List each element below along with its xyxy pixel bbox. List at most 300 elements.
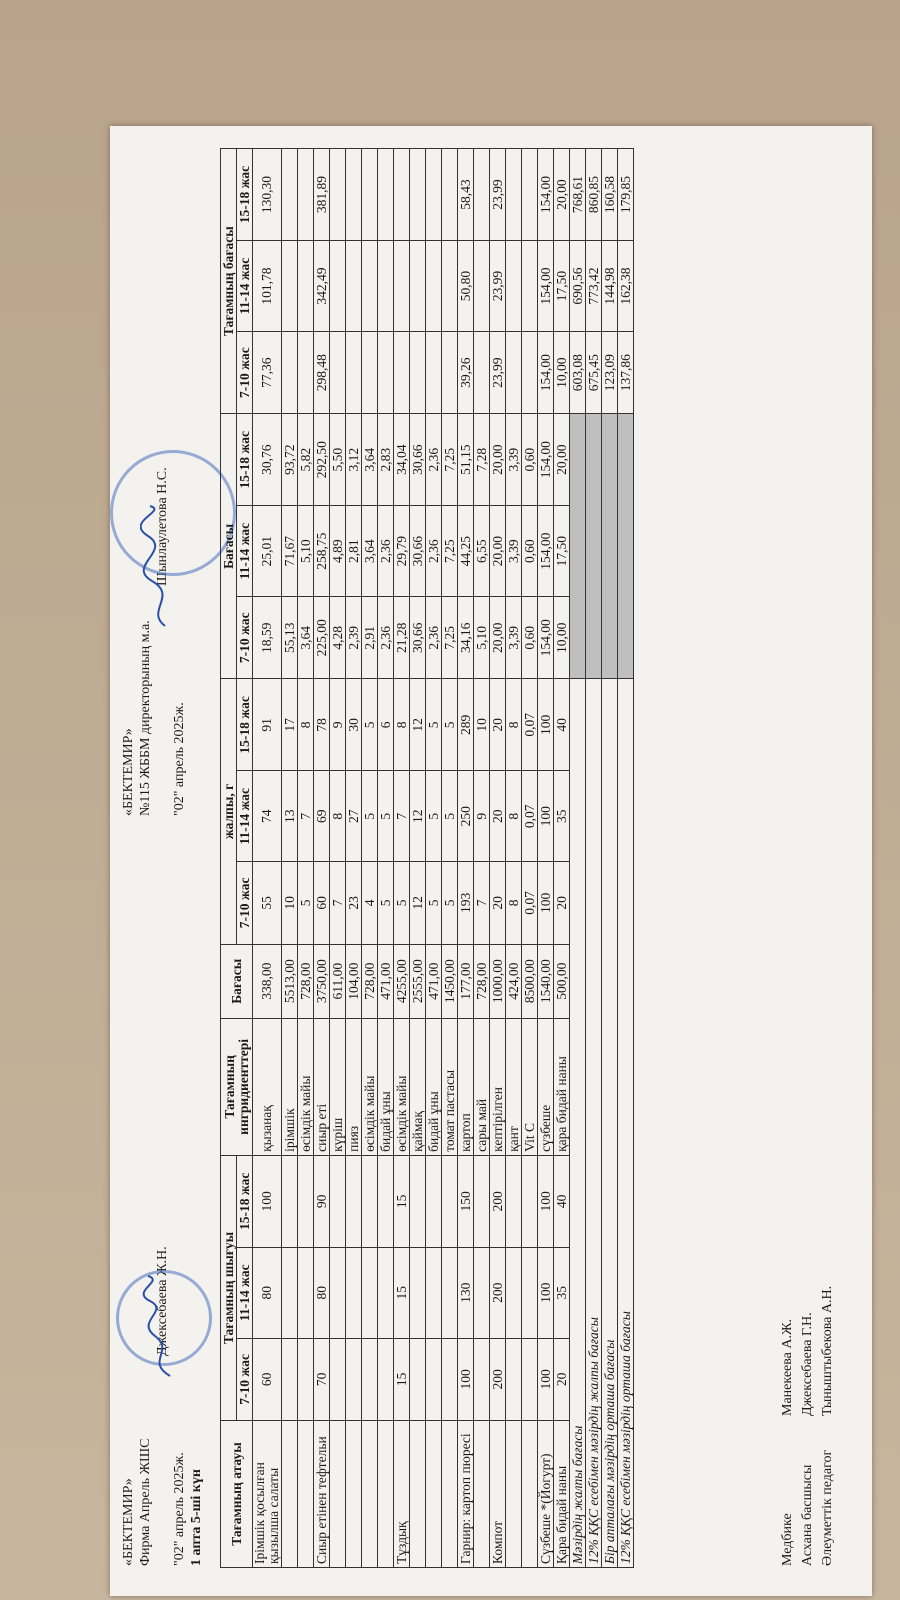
value-cell [474, 331, 490, 413]
value-cell [410, 1247, 426, 1338]
value-cell [426, 149, 442, 241]
value-cell: 15 [394, 1338, 410, 1420]
age-7-10: 7-10 жас [237, 1338, 253, 1420]
value-cell: 9 [330, 679, 346, 771]
value-cell: 6 [378, 679, 394, 771]
value-cell: 12 [410, 679, 426, 771]
value-cell: 13 [282, 771, 298, 862]
value-cell: 154,00 [538, 506, 554, 597]
value-cell [442, 149, 458, 241]
ingredient-cell: күріш [330, 1018, 346, 1155]
age-15-18: 15-18 жас [237, 1155, 253, 1247]
value-cell: 130 [458, 1247, 474, 1338]
value-cell: 7,25 [442, 506, 458, 597]
value-cell: 8500,00 [522, 944, 538, 1018]
approver-left: Джексебаева Ж.Н. [155, 1246, 170, 1356]
value-cell: 50,80 [458, 241, 474, 332]
age-15-18: 15-18 жас [237, 149, 253, 241]
value-cell [362, 241, 378, 332]
dish-name-cell [282, 1421, 298, 1568]
value-cell: 10 [474, 679, 490, 771]
ingredient-cell: өсімдік майы [394, 1018, 410, 1155]
age-15-18: 15-18 жас [237, 679, 253, 771]
value-cell [378, 331, 394, 413]
value-cell [394, 149, 410, 241]
col-ingredients: Тағамның ингридиенттері [221, 1018, 253, 1155]
value-cell: 30 [346, 679, 362, 771]
value-cell: 4255,00 [394, 944, 410, 1018]
summary-filler [618, 414, 634, 679]
value-cell: 78 [314, 679, 330, 771]
value-cell: 10,00 [554, 331, 570, 413]
company-name-left: «БЕКТЕМИР» [121, 1478, 136, 1566]
value-cell: 5 [442, 679, 458, 771]
medic-name: Манекеева А.Ж. [780, 1318, 795, 1416]
value-cell: 2,39 [346, 597, 362, 679]
table-row [253, 149, 282, 1568]
value-cell [506, 1247, 522, 1338]
week-day: 1 апта 5-ші күн [189, 1469, 204, 1566]
value-cell: 3,64 [362, 506, 378, 597]
ingredient-cell: пияз [346, 1018, 362, 1155]
ingredient-cell: қызанақ [253, 1018, 282, 1155]
value-cell: 90 [314, 1155, 330, 1247]
ingredient-cell: қаймақ [410, 1018, 426, 1155]
summary-value: 160,58 [602, 149, 618, 241]
ingredient-cell: Vit C [522, 1018, 538, 1155]
value-cell [474, 1247, 490, 1338]
value-cell: 177,00 [458, 944, 474, 1018]
value-cell: 80 [314, 1247, 330, 1338]
value-cell: 0,07 [522, 679, 538, 771]
value-cell [442, 1155, 458, 1247]
value-cell: 30,76 [253, 414, 282, 506]
value-cell: 3,39 [506, 597, 522, 679]
value-cell [282, 1155, 298, 1247]
value-cell [298, 331, 314, 413]
col-dish-cost: Тағамның бағасы [221, 149, 237, 414]
value-cell: 40 [554, 679, 570, 771]
summary-value: 675,45 [586, 331, 602, 413]
summary-row [602, 149, 618, 1568]
value-cell: 200 [490, 1338, 506, 1420]
value-cell: 17,50 [554, 241, 570, 332]
value-cell [282, 149, 298, 241]
value-cell: 4,89 [330, 506, 346, 597]
table-row [298, 149, 314, 1568]
value-cell [330, 331, 346, 413]
value-cell [426, 1155, 442, 1247]
value-cell: 80 [253, 1247, 282, 1338]
value-cell [394, 241, 410, 332]
company-name-right: «БЕКТЕМИР» [121, 728, 136, 816]
value-cell: 30,66 [410, 414, 426, 506]
value-cell: 35 [554, 1247, 570, 1338]
value-cell: 21,28 [394, 597, 410, 679]
value-cell [346, 331, 362, 413]
value-cell [442, 1338, 458, 1420]
value-cell [474, 149, 490, 241]
value-cell [298, 1155, 314, 1247]
value-cell: 7 [330, 862, 346, 944]
value-cell: 58,43 [458, 149, 474, 241]
value-cell [522, 1338, 538, 1420]
value-cell: 611,00 [330, 944, 346, 1018]
value-cell: 20,00 [490, 506, 506, 597]
value-cell: 5 [362, 771, 378, 862]
value-cell [410, 1155, 426, 1247]
medic-label: Медбике [780, 1513, 795, 1566]
value-cell: 100 [538, 1155, 554, 1247]
value-cell [378, 1155, 394, 1247]
ingredient-cell: картоп [458, 1018, 474, 1155]
value-cell: 3,64 [362, 414, 378, 506]
value-cell: 1000,00 [490, 944, 506, 1018]
value-cell [330, 241, 346, 332]
summary-value: 144,98 [602, 241, 618, 332]
summary-value: 179,85 [618, 149, 634, 241]
value-cell: 150 [458, 1155, 474, 1247]
summary-filler [602, 414, 618, 679]
summary-filler [586, 414, 602, 679]
value-cell [522, 1247, 538, 1338]
summary-row [586, 149, 602, 1568]
value-cell: 471,00 [378, 944, 394, 1018]
value-cell: 7,25 [442, 597, 458, 679]
value-cell: 154,00 [538, 331, 554, 413]
value-cell: 101,78 [253, 241, 282, 332]
value-cell [426, 1338, 442, 1420]
value-cell: 154,00 [538, 241, 554, 332]
value-cell: 20 [554, 862, 570, 944]
summary-label: Бір апталағы мәзірдің орташа бағасы [602, 679, 618, 1568]
value-cell: 250 [458, 771, 474, 862]
value-cell [378, 241, 394, 332]
value-cell [378, 1247, 394, 1338]
value-cell: 93,72 [282, 414, 298, 506]
table-row [378, 149, 394, 1568]
value-cell: 23 [346, 862, 362, 944]
value-cell: 7 [394, 771, 410, 862]
value-cell: 51,15 [458, 414, 474, 506]
value-cell: 0,07 [522, 862, 538, 944]
value-cell: 5 [426, 679, 442, 771]
value-cell [298, 149, 314, 241]
dish-name-cell [378, 1421, 394, 1568]
value-cell: 728,00 [298, 944, 314, 1018]
value-cell [346, 1155, 362, 1247]
value-cell: 2,36 [426, 414, 442, 506]
value-cell: 100 [538, 679, 554, 771]
value-cell: 34,04 [394, 414, 410, 506]
value-cell [442, 331, 458, 413]
value-cell: 44,25 [458, 506, 474, 597]
value-cell: 2,36 [378, 506, 394, 597]
value-cell: 7 [474, 862, 490, 944]
value-cell [506, 331, 522, 413]
ingredient-cell: кептірілген [490, 1018, 506, 1155]
value-cell: 3750,00 [314, 944, 330, 1018]
value-cell: 289 [458, 679, 474, 771]
value-cell: 130,30 [253, 149, 282, 241]
pedagogue-label: Әлеуметтік педагог [820, 1449, 835, 1566]
table-row [538, 149, 554, 1568]
value-cell: 2,36 [426, 506, 442, 597]
value-cell: 2,81 [346, 506, 362, 597]
age-15-18: 15-18 жас [237, 414, 253, 506]
value-cell: 5 [378, 862, 394, 944]
dish-name-cell: Тұздық [394, 1421, 410, 1568]
summary-value: 773,42 [586, 241, 602, 332]
value-cell: 18,59 [253, 597, 282, 679]
value-cell [474, 1155, 490, 1247]
signature-left [140, 1271, 180, 1381]
value-cell: 29,79 [394, 506, 410, 597]
age-7-10: 7-10 жас [237, 331, 253, 413]
value-cell: 9 [474, 771, 490, 862]
value-cell: 154,00 [538, 597, 554, 679]
value-cell [346, 241, 362, 332]
value-cell: 55,13 [282, 597, 298, 679]
value-cell: 20 [490, 679, 506, 771]
dish-name-cell [330, 1421, 346, 1568]
table-row [506, 149, 522, 1568]
value-cell: 74 [253, 771, 282, 862]
value-cell [330, 1247, 346, 1338]
value-cell: 5 [426, 771, 442, 862]
value-cell [282, 241, 298, 332]
value-cell [410, 331, 426, 413]
table-row [394, 149, 410, 1568]
value-cell: 23,99 [490, 149, 506, 241]
value-cell [426, 331, 442, 413]
value-cell [282, 1247, 298, 1338]
value-cell: 8 [506, 862, 522, 944]
value-cell: 10 [282, 862, 298, 944]
value-cell [346, 149, 362, 241]
value-cell: 30,66 [410, 597, 426, 679]
value-cell: 381,89 [314, 149, 330, 241]
value-cell: 8 [506, 771, 522, 862]
ingredient-cell: сары май [474, 1018, 490, 1155]
value-cell: 0,60 [522, 597, 538, 679]
value-cell: 5 [442, 771, 458, 862]
dish-name-cell: Ірімшік қосылған қызылша салаты [253, 1421, 282, 1568]
value-cell [522, 1155, 538, 1247]
value-cell: 27 [346, 771, 362, 862]
dish-name-cell [522, 1421, 538, 1568]
value-cell [346, 1338, 362, 1420]
value-cell [522, 149, 538, 241]
value-cell: 3,64 [298, 597, 314, 679]
dish-name-cell [506, 1421, 522, 1568]
value-cell: 20 [490, 771, 506, 862]
value-cell [426, 1247, 442, 1338]
value-cell [362, 1247, 378, 1338]
table-row [442, 149, 458, 1568]
value-cell: 1450,00 [442, 944, 458, 1018]
value-cell: 200 [490, 1155, 506, 1247]
value-cell: 2,36 [378, 597, 394, 679]
value-cell: 104,00 [346, 944, 362, 1018]
value-cell: 0,60 [522, 414, 538, 506]
value-cell: 100 [538, 771, 554, 862]
dish-name-cell: Гарнир: картоп пюресі [458, 1421, 474, 1568]
table-row [282, 149, 298, 1568]
value-cell: 20,00 [554, 414, 570, 506]
value-cell: 10,00 [554, 597, 570, 679]
value-cell [506, 1338, 522, 1420]
value-cell: 69 [314, 771, 330, 862]
value-cell: 55 [253, 862, 282, 944]
dish-name-cell: Сиыр етінен тефтельи [314, 1421, 330, 1568]
summary-filler [570, 414, 586, 679]
value-cell [362, 1155, 378, 1247]
menu-body [253, 149, 634, 1568]
ingredient-cell: өсімдік майы [298, 1018, 314, 1155]
age-11-14: 11-14 жас [237, 771, 253, 862]
summary-value: 690,56 [570, 241, 586, 332]
pedagogue-name: Тыныштыбекова А.Н. [820, 1285, 835, 1416]
table-row [426, 149, 442, 1568]
signature-right [140, 501, 180, 631]
value-cell [522, 241, 538, 332]
approver-right: Шынлаулетова Н.С. [155, 467, 170, 586]
value-cell: 100 [538, 862, 554, 944]
value-cell: 100 [253, 1155, 282, 1247]
summary-label: 12% ҚҚС есебімен мәзірдің жалпы бағасы [586, 679, 602, 1568]
value-cell [378, 149, 394, 241]
value-cell [330, 1338, 346, 1420]
value-cell [362, 1338, 378, 1420]
ingredient-cell: қант [506, 1018, 522, 1155]
value-cell: 20,00 [490, 414, 506, 506]
value-cell [442, 241, 458, 332]
chef-label: Асхана басшысы [800, 1464, 815, 1566]
value-cell: 25,01 [253, 506, 282, 597]
table-row [410, 149, 426, 1568]
value-cell: 20,00 [554, 149, 570, 241]
ingredient-cell: томат пастасы [442, 1018, 458, 1155]
summary-value: 860,85 [586, 149, 602, 241]
value-cell: 4,28 [330, 597, 346, 679]
ingredient-cell: сиыр еті [314, 1018, 330, 1155]
value-cell: 292,50 [314, 414, 330, 506]
value-cell: 71,67 [282, 506, 298, 597]
value-cell: 100 [538, 1247, 554, 1338]
value-cell: 3,12 [346, 414, 362, 506]
value-cell: 8 [394, 679, 410, 771]
value-cell: 100 [538, 1338, 554, 1420]
value-cell: 8 [298, 679, 314, 771]
dish-name-cell: Сүзбеше *(Йогурт) [538, 1421, 554, 1568]
value-cell: 8 [330, 771, 346, 862]
document-page [110, 126, 872, 1596]
value-cell [506, 149, 522, 241]
age-11-14: 11-14 жас [237, 506, 253, 597]
value-cell: 3,39 [506, 414, 522, 506]
value-cell: 728,00 [474, 944, 490, 1018]
summary-value: 162,38 [618, 241, 634, 332]
value-cell: 298,48 [314, 331, 330, 413]
value-cell: 258,75 [314, 506, 330, 597]
value-cell: 5 [426, 862, 442, 944]
table-row [474, 149, 490, 1568]
value-cell [506, 241, 522, 332]
ingredient-cell: қара бидай наны [554, 1018, 570, 1155]
value-cell: 5,82 [298, 414, 314, 506]
value-cell: 12 [410, 771, 426, 862]
value-cell: 342,49 [314, 241, 330, 332]
value-cell: 91 [253, 679, 282, 771]
value-cell: 100 [458, 1338, 474, 1420]
summary-value: 137,86 [618, 331, 634, 413]
ingredient-cell: ірімшік [282, 1018, 298, 1155]
value-cell [282, 331, 298, 413]
value-cell [282, 1338, 298, 1420]
value-cell: 23,99 [490, 241, 506, 332]
col-price: Бағасы [221, 944, 253, 1018]
summary-label: Мәзірдің жалпы бағасы [570, 679, 586, 1568]
value-cell: 2,83 [378, 414, 394, 506]
value-cell [378, 1338, 394, 1420]
value-cell: 728,00 [362, 944, 378, 1018]
dish-name-cell [410, 1421, 426, 1568]
value-cell: 17 [282, 679, 298, 771]
dish-name-cell [362, 1421, 378, 1568]
table-row [490, 149, 506, 1568]
value-cell: 2,91 [362, 597, 378, 679]
value-cell: 60 [314, 862, 330, 944]
value-cell: 5 [298, 862, 314, 944]
dish-name-cell: Қара бидай наны [554, 1421, 570, 1568]
value-cell: 20 [490, 862, 506, 944]
table-row [314, 149, 330, 1568]
value-cell: 39,26 [458, 331, 474, 413]
value-cell: 154,00 [538, 414, 554, 506]
value-cell: 5513,00 [282, 944, 298, 1018]
value-cell: 2,36 [426, 597, 442, 679]
dish-name-cell [298, 1421, 314, 1568]
value-cell: 30,66 [410, 506, 426, 597]
ingredient-cell: бидай ұны [426, 1018, 442, 1155]
age-11-14: 11-14 жас [237, 1247, 253, 1338]
value-cell: 225,00 [314, 597, 330, 679]
table-row [522, 149, 538, 1568]
chef-name: Джексебаева Г.Н. [800, 1312, 815, 1416]
value-cell: 8 [506, 679, 522, 771]
value-cell: 7,28 [474, 414, 490, 506]
col-cost: Бағасы [221, 414, 237, 679]
dish-name-cell [442, 1421, 458, 1568]
rotated-content [110, 126, 872, 1596]
value-cell: 471,00 [426, 944, 442, 1018]
value-cell [410, 241, 426, 332]
age-7-10: 7-10 жас [237, 862, 253, 944]
value-cell: 70 [314, 1338, 330, 1420]
value-cell: 0,07 [522, 771, 538, 862]
value-cell [394, 331, 410, 413]
value-cell [442, 1247, 458, 1338]
summary-row [618, 149, 634, 1568]
table-row [330, 149, 346, 1568]
value-cell: 23,99 [490, 331, 506, 413]
value-cell: 7,25 [442, 414, 458, 506]
value-cell: 34,16 [458, 597, 474, 679]
table-row [362, 149, 378, 1568]
value-cell [522, 331, 538, 413]
value-cell [506, 1155, 522, 1247]
